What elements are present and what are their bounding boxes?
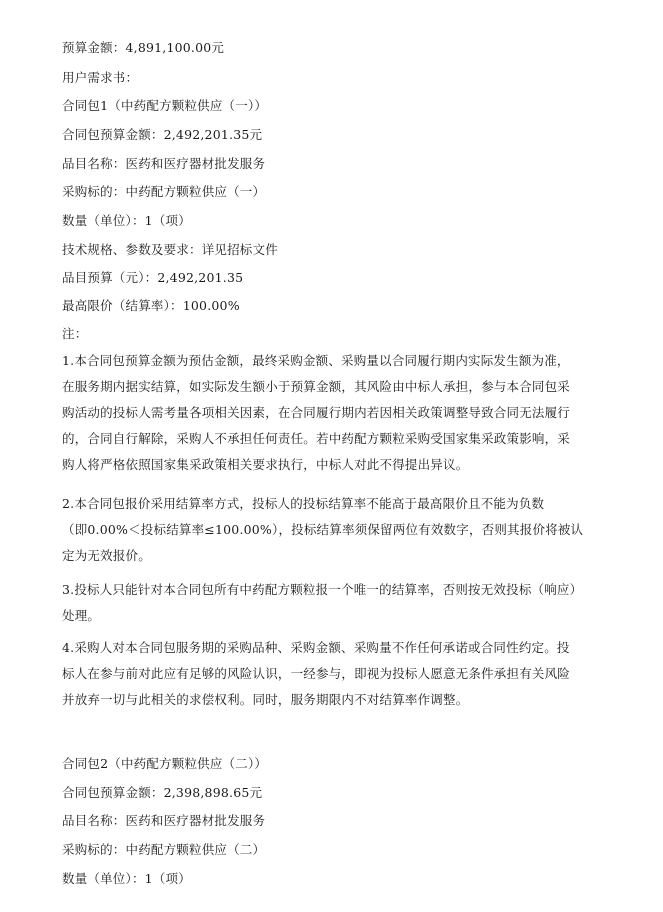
note-1-line: 购活动的投标人需考量各项相关因素，在合同履行期内若因相关政策调整导致合同无法履行 <box>62 405 571 420</box>
package1-subject: 采购标的：中药配方颗粒供应（一） <box>62 184 266 199</box>
package1-title: 合同包1（中药配方颗粒供应（一）） <box>62 98 268 113</box>
notes-heading: 注： <box>62 326 88 341</box>
package1-budget: 合同包预算金额：2,492,201.35元 <box>62 127 263 142</box>
note-1-line: 购人将严格依照国家集采政策相关要求执行，中标人对此不得提出异议。 <box>62 457 469 472</box>
package2-title: 合同包2（中药配方颗粒供应（二）） <box>62 756 268 771</box>
note-3 <box>62 577 602 629</box>
note-1-line: 在服务期内据实结算，如实际发生额小于预算金额，其风险由中标人承担，参与本合同包采 <box>62 379 571 394</box>
package2-budget: 合同包预算金额：2,398,898.65元 <box>62 785 263 800</box>
note-2-line: 定为无效报价。 <box>62 548 151 563</box>
budget-amount: 预算金额：4,891,100.00元 <box>62 40 225 55</box>
package2-item-name: 品目名称：医药和医疗器材批发服务 <box>62 813 266 828</box>
package1-specs: 技术规格、参数及要求：详见招标文件 <box>62 242 278 257</box>
package1-quantity: 数量（单位）：1（项） <box>62 213 191 228</box>
note-2-line: 2.本合同包报价采用结算率方式，投标人的投标结算率不能高于最高限价且不能为负数 <box>62 496 545 511</box>
note-3-line: 3.投标人只能针对本合同包所有中药配方颗粒报一个唯一的结算率，否则按无效投标（响应） <box>62 582 583 597</box>
note-1-line: 1.本合同包预算金额为预估金额，最终采购金额、采购量以合同履行期内实际发生额为准， <box>62 353 570 368</box>
note-4-line: 并放弃一切与此相关的求偿权利。同时，服务期限内不对结算率作调整。 <box>62 692 469 707</box>
note-3-line: 处理。 <box>62 608 101 623</box>
package2-quantity: 数量（单位）：1（项） <box>62 871 191 886</box>
note-4-line: 4.采购人对本合同包服务期的采购品种、采购金额、采购量不作任何承诺或合同性约定。投 <box>62 640 570 655</box>
package2-subject: 采购标的：中药配方颗粒供应（二） <box>62 842 266 857</box>
note-1 <box>62 348 602 478</box>
note-2 <box>62 491 602 569</box>
package1-max-price: 最高限价（结算率）：100.00% <box>62 298 240 313</box>
note-4-line: 标人在参与前对此应有足够的风险认识，一经参与，即视为投标人愿意无条件承担有关风险 <box>62 666 571 681</box>
package1-item-name: 品目名称：医药和医疗器材批发服务 <box>62 156 266 171</box>
requirements-heading: 用户需求书： <box>62 70 139 85</box>
package1-item-budget: 品目预算（元）：2,492,201.35 <box>62 270 244 285</box>
note-1-line: 的，合同自行解除，采购人不承担任何责任。若中药配方颗粒采购受国家集采政策影响，采 <box>62 431 571 446</box>
note-4 <box>62 635 602 713</box>
note-2-line: （即0.00%＜投标结算率≤100.00%），投标结算率须保留两位有效数字，否则其报价将被认 <box>62 522 584 537</box>
